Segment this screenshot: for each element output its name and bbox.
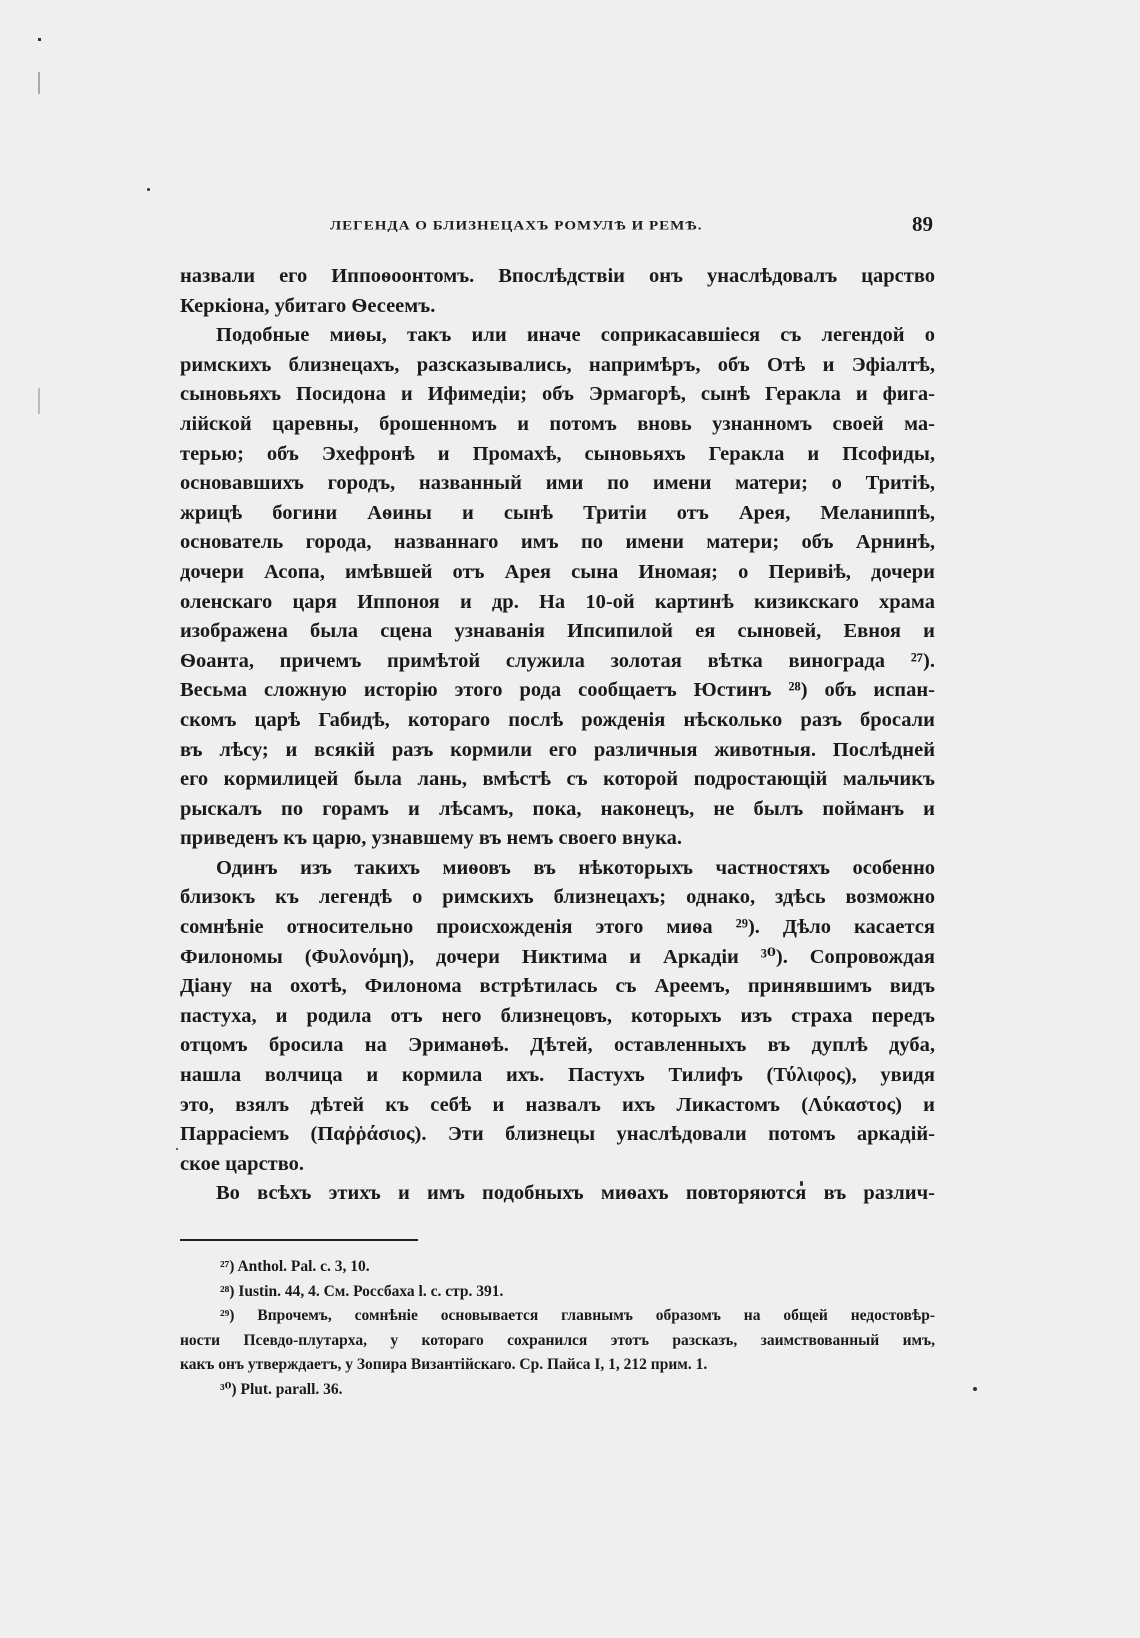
text-line: основатель города, названнаго имъ по имени матери; объ Арнинѣ, <box>180 531 935 554</box>
text-line: это, взялъ дѣтей къ себѣ и назвалъ ихъ Ликастомъ (Λύκαστος) и <box>180 1093 935 1116</box>
footnote-30: ³⁰) Plut. parall. 36. <box>220 1380 343 1398</box>
text-line: сомнѣніе относительно происхожденія этого миѳа ²⁹). Дѣло касается <box>180 916 935 939</box>
footnote-rule <box>180 1239 418 1241</box>
text-line: сыновьяхъ Посидона и Ифимедіи; объ Эрмагорѣ, сынѣ Геракла и фига- <box>180 383 935 406</box>
footnote-29: ²⁹) Впрочемъ, сомнѣніе основывается главнымъ образомъ на общей недостовѣр- <box>220 1307 935 1324</box>
scan-edge-mark <box>38 38 41 41</box>
footnote-27: ²⁷) Anthol. Pal. c. 3, 10. <box>220 1258 370 1275</box>
text-line: дочери Асопа, имѣвшей отъ Арея сына Иномая; о Перивіѣ, дочери <box>180 560 935 583</box>
footnote-28: ²⁸) Iustin. 44, 4. См. Россбаха l. с. стр. 391. <box>220 1282 504 1300</box>
scan-speck <box>973 1387 977 1391</box>
footnote-29-cont: какъ онъ утверждаетъ, у Зопира Византійскаго. Ср. Пайса I, 1, 212 прим. 1. <box>180 1356 708 1373</box>
text-line: Ѳоанта, причемъ примѣтой служила золотая вѣтка винограда ²⁷). <box>180 649 935 672</box>
text-line: Паррасіемъ (Παῤῥάσιος). Эти близнецы унаслѣдовали потомъ аркадій- <box>180 1123 935 1146</box>
text-line: близокъ къ легендѣ о римскихъ близнецахъ; однако, здѣсь возможно <box>180 886 935 909</box>
text-line: его кормилицей была лань, вмѣстѣ съ которой подростающій мальчикъ <box>180 768 935 791</box>
text-line: приведенъ къ царю, узнавшему въ немъ своего внука. <box>180 827 683 850</box>
scan-edge-mark <box>38 72 40 94</box>
text-line: отцомъ бросила на Эриманѳѣ. Дѣтей, оставленныхъ въ дуплѣ дуба, <box>180 1034 935 1057</box>
text-line: Керкіона, убитаго Ѳесеемъ. <box>180 294 436 317</box>
text-line: терью; объ Эхефронѣ и Промахѣ, сыновьяхъ Геракла и Псофиды, <box>180 442 935 465</box>
text-line: Одинъ изъ такихъ миѳовъ въ нѣкоторыхъ частностяхъ особенно <box>216 856 935 879</box>
text-line: Діану на охотѣ, Филонома встрѣтилась съ Ареемъ, принявшимъ видъ <box>180 975 935 998</box>
text-line: назвали его Иппоѳоонтомъ. Впослѣдствіи онъ унаслѣдовалъ царство <box>180 265 935 287</box>
text-line: основавшихъ городъ, названный ими по имени матери; о Тритіѣ, <box>180 472 935 495</box>
text-line: рыскалъ по горамъ и лѣсамъ, пока, наконецъ, не былъ пойманъ и <box>180 797 935 820</box>
text-line: скомъ царѣ Габидѣ, котораго послѣ рожденія нѣсколько разъ бросали <box>180 708 935 731</box>
scan-edge-mark <box>38 388 40 414</box>
text-line: изображена была сцена узнаванія Ипсипилой ея сыновей, Евноя и <box>180 620 935 643</box>
text-line: Филономы (Φυλονόμη), дочери Никтима и Аркадіи ³⁰). Сопровождая <box>180 945 935 968</box>
text-line: ское царство. <box>180 1152 305 1175</box>
footnote-29-cont: ности Псевдо-плутарха, у котораго сохранился этотъ разсказъ, заимствованный имъ, <box>180 1331 935 1349</box>
text-line: въ лѣсу; и всякій разъ кормили его различныя животныя. Послѣдней <box>180 738 935 761</box>
text-line: нашла волчица и кормила ихъ. Пастухъ Тилифъ (Τύλιφος), увидя <box>180 1064 935 1087</box>
text-line: Весьма сложную исторію этого рода сообщаетъ Юстинъ ²⁸) объ испан- <box>180 679 935 702</box>
text-line: Подобные миѳы, такъ или иначе соприкасавшіеся съ легендой о <box>216 324 935 347</box>
running-header <box>180 212 935 246</box>
scan-speck <box>176 1148 178 1150</box>
text-line: римскихъ близнецахъ, разсказывались, напримѣръ, объ Отѣ и Эфіалтѣ, <box>180 353 935 376</box>
text-line: пастуха, и родила отъ него близнецовъ, которыхъ изъ страха передъ <box>180 1004 935 1027</box>
text-line: оленскаго царя Иппоноя и др. На 10-ой картинѣ кизикскаго храма <box>180 590 935 613</box>
running-title: ЛЕГЕНДА О БЛИЗНЕЦАХЪ РОМУЛѢ И РЕМѢ. <box>330 219 703 233</box>
footnotes <box>180 1255 935 1402</box>
text-line: Во всѣхъ этихъ и имъ подобныхъ миѳахъ повторяются въ различ- <box>216 1182 935 1205</box>
main-text <box>180 262 935 1209</box>
scan-speck <box>147 188 150 191</box>
page-number: 89 <box>912 212 933 236</box>
text-line: лійской царевны, брошенномъ и потомъ вновь узнанномъ своей ма- <box>180 412 935 435</box>
text-line: жрицѣ богини Аѳины и сынѣ Тритіи отъ Арея, Меланиппѣ, <box>180 501 935 524</box>
